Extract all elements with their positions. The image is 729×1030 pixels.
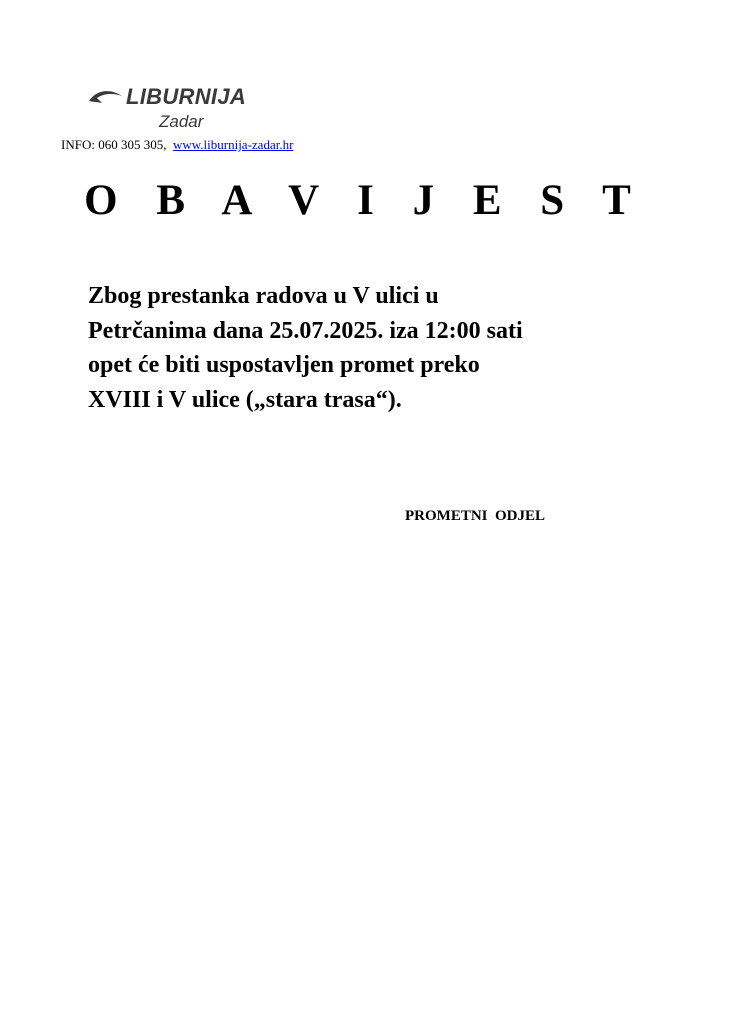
website-link[interactable]: www.liburnija-zadar.hr	[172, 137, 294, 152]
dolphin-swoosh-icon	[88, 88, 124, 108]
notice-line: Zbog prestanka radova u V ulici u	[88, 283, 439, 309]
logo-city: Zadar	[159, 112, 204, 131]
department-signature: PROMETNI ODJEL	[405, 508, 546, 524]
notice-line: opet će biti uspostavljen promet preko	[88, 352, 480, 378]
logo-name: LIBURNIJA	[126, 84, 247, 109]
notice-line: XVIII i V ulice („stara trasa“).	[88, 386, 402, 413]
contact-info	[61, 137, 293, 153]
notice-title: O B A V I J E S T	[84, 177, 645, 224]
notice-line: Petrčanima dana 25.07.2025. iza 12:00 sati	[88, 317, 523, 344]
company-logo	[88, 84, 258, 136]
notice-body	[88, 279, 668, 417]
info-phone: INFO: 060 305 305,	[61, 137, 167, 152]
